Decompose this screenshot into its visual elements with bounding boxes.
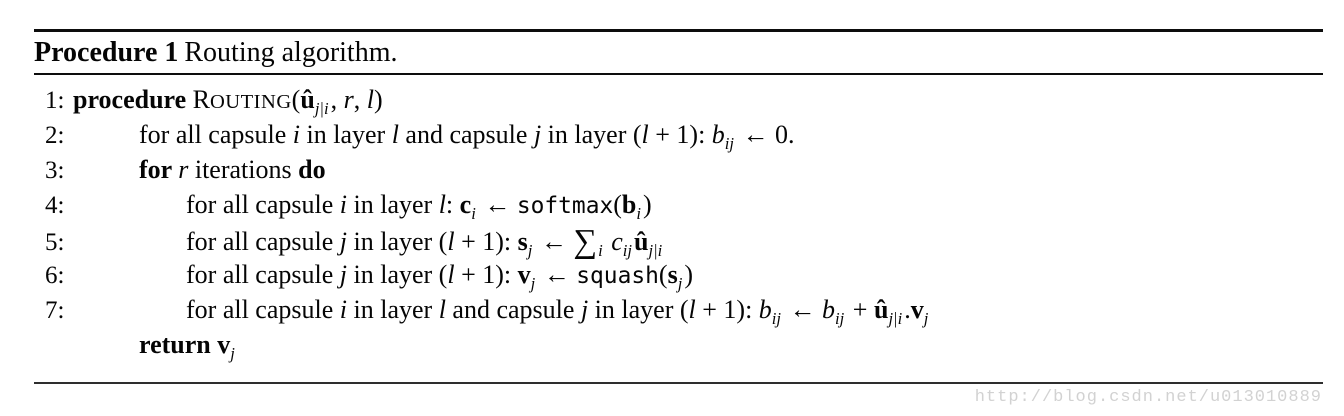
- math-token: j: [230, 344, 235, 364]
- math-token: j: [677, 274, 683, 294]
- math-token: ): [684, 260, 693, 289]
- line-number: 4:: [45, 192, 65, 219]
- line-content: [73, 85, 383, 119]
- math-token: û: [873, 295, 889, 324]
- math-token: r: [178, 155, 189, 184]
- math-token: i: [598, 241, 603, 261]
- math-token: ←: [783, 295, 823, 324]
- math-token: ): [643, 190, 652, 219]
- math-token: b: [711, 120, 725, 149]
- math-token: ←: [534, 227, 574, 256]
- math-token: in layer (: [588, 295, 689, 324]
- line-number: 1:: [45, 87, 65, 114]
- math-token: + 1):: [454, 227, 518, 256]
- line-number: 5:: [45, 229, 65, 256]
- math-token: in layer (: [347, 227, 448, 256]
- math-token: ,: [353, 85, 367, 114]
- math-token: j: [580, 295, 589, 324]
- math-token: ←: [477, 190, 517, 219]
- math-token: c: [611, 227, 623, 256]
- math-token: i: [339, 295, 347, 324]
- math-token: in layer (: [347, 260, 448, 289]
- math-token: (: [291, 85, 301, 114]
- math-token: in layer (: [541, 120, 642, 149]
- line-content: [73, 330, 237, 364]
- math-token: j: [339, 227, 347, 256]
- math-token: ij: [724, 134, 735, 154]
- algorithm-line: [34, 257, 1323, 292]
- procedure-title: Routing algorithm.: [184, 37, 398, 68]
- math-token: s: [667, 260, 678, 289]
- math-token: j: [533, 120, 542, 149]
- line-number: 3:: [45, 157, 65, 184]
- line-number: 2:: [45, 122, 65, 149]
- math-token: l: [391, 120, 399, 149]
- algorithm-box: [34, 29, 1323, 384]
- algorithm-header: [34, 32, 1323, 73]
- math-token: j: [339, 260, 347, 289]
- line-content: [73, 295, 930, 329]
- math-token: v: [517, 260, 531, 289]
- math-token: procedure: [73, 85, 193, 114]
- math-token: squash: [576, 263, 659, 289]
- math-token: do: [298, 155, 326, 184]
- math-token: + 1):: [454, 260, 518, 289]
- algorithm-body: [34, 75, 1323, 382]
- math-token: for all capsule: [186, 260, 340, 289]
- math-token: (: [658, 260, 668, 289]
- algorithm-line: [34, 117, 1323, 152]
- math-token: R: [192, 85, 210, 114]
- math-token: b: [758, 295, 772, 324]
- math-token: OUTING: [209, 91, 292, 113]
- math-token: in layer: [300, 120, 392, 149]
- math-token: ij: [622, 241, 633, 261]
- math-token: + 1):: [695, 295, 759, 324]
- algorithm-line: [34, 187, 1323, 222]
- algorithm-line: [34, 327, 1323, 362]
- algorithm-line: [34, 82, 1323, 117]
- math-token: l: [688, 295, 696, 324]
- math-token: i: [471, 204, 476, 224]
- math-token: for all capsule: [186, 227, 340, 256]
- math-token: :: [445, 190, 460, 219]
- math-token: j|i: [648, 241, 663, 261]
- math-token: j: [923, 309, 929, 329]
- math-token: l: [366, 85, 374, 114]
- line-content: [73, 260, 693, 294]
- math-token: ): [373, 85, 383, 114]
- math-token: ij: [835, 309, 845, 329]
- math-token: in layer: [347, 190, 439, 219]
- math-token: r: [343, 85, 354, 114]
- math-token: û: [634, 227, 649, 256]
- math-token: i: [636, 204, 641, 224]
- procedure-label: Procedure 1: [34, 37, 179, 68]
- watermark-url: http://blog.csdn.net/u013010889: [974, 388, 1322, 407]
- math-token: ,: [330, 85, 344, 114]
- math-token: +: [846, 295, 874, 324]
- algorithm-line: [34, 222, 1323, 261]
- math-token: l: [438, 295, 446, 324]
- math-token: j: [527, 241, 533, 261]
- math-token: l: [447, 227, 455, 256]
- math-token: j|i: [888, 309, 903, 329]
- math-token: l: [447, 260, 455, 289]
- line-number: 6:: [45, 262, 65, 289]
- math-token: .: [904, 295, 911, 324]
- math-token: v: [217, 330, 231, 359]
- math-token: and capsule: [445, 295, 581, 324]
- math-token: ij: [771, 309, 782, 329]
- math-token: + 1):: [648, 120, 712, 149]
- math-token: for all capsule: [139, 120, 293, 149]
- line-content: [73, 222, 664, 261]
- math-token: (: [613, 190, 622, 219]
- math-token: ← 0.: [736, 120, 795, 149]
- math-token: b: [621, 190, 637, 219]
- line-content: [73, 155, 326, 184]
- math-token: for: [139, 155, 179, 184]
- math-token: i: [292, 120, 300, 149]
- math-token: for all capsule: [186, 295, 340, 324]
- math-token: j|i: [314, 99, 329, 119]
- math-token: û: [300, 85, 315, 114]
- line-number: 7:: [45, 297, 65, 324]
- math-token: iterations: [188, 155, 299, 184]
- math-token: return: [139, 330, 218, 359]
- math-token: l: [641, 120, 649, 149]
- math-token: s: [517, 227, 528, 256]
- math-token: ∑: [573, 222, 598, 260]
- math-token: c: [459, 190, 472, 219]
- line-content: [73, 190, 652, 224]
- math-token: j: [530, 274, 536, 294]
- math-token: in layer: [347, 295, 439, 324]
- math-token: softmax: [516, 193, 614, 219]
- math-token: for all capsule: [186, 190, 340, 219]
- bottom-rule: [34, 382, 1323, 384]
- math-token: v: [910, 295, 924, 324]
- math-token: l: [438, 190, 446, 219]
- algorithm-line: [34, 292, 1323, 327]
- math-token: b: [822, 295, 836, 324]
- algorithm-line: [34, 152, 1323, 187]
- math-token: i: [339, 190, 347, 219]
- line-content: [73, 120, 795, 154]
- math-token: and capsule: [398, 120, 534, 149]
- math-token: ←: [537, 260, 577, 289]
